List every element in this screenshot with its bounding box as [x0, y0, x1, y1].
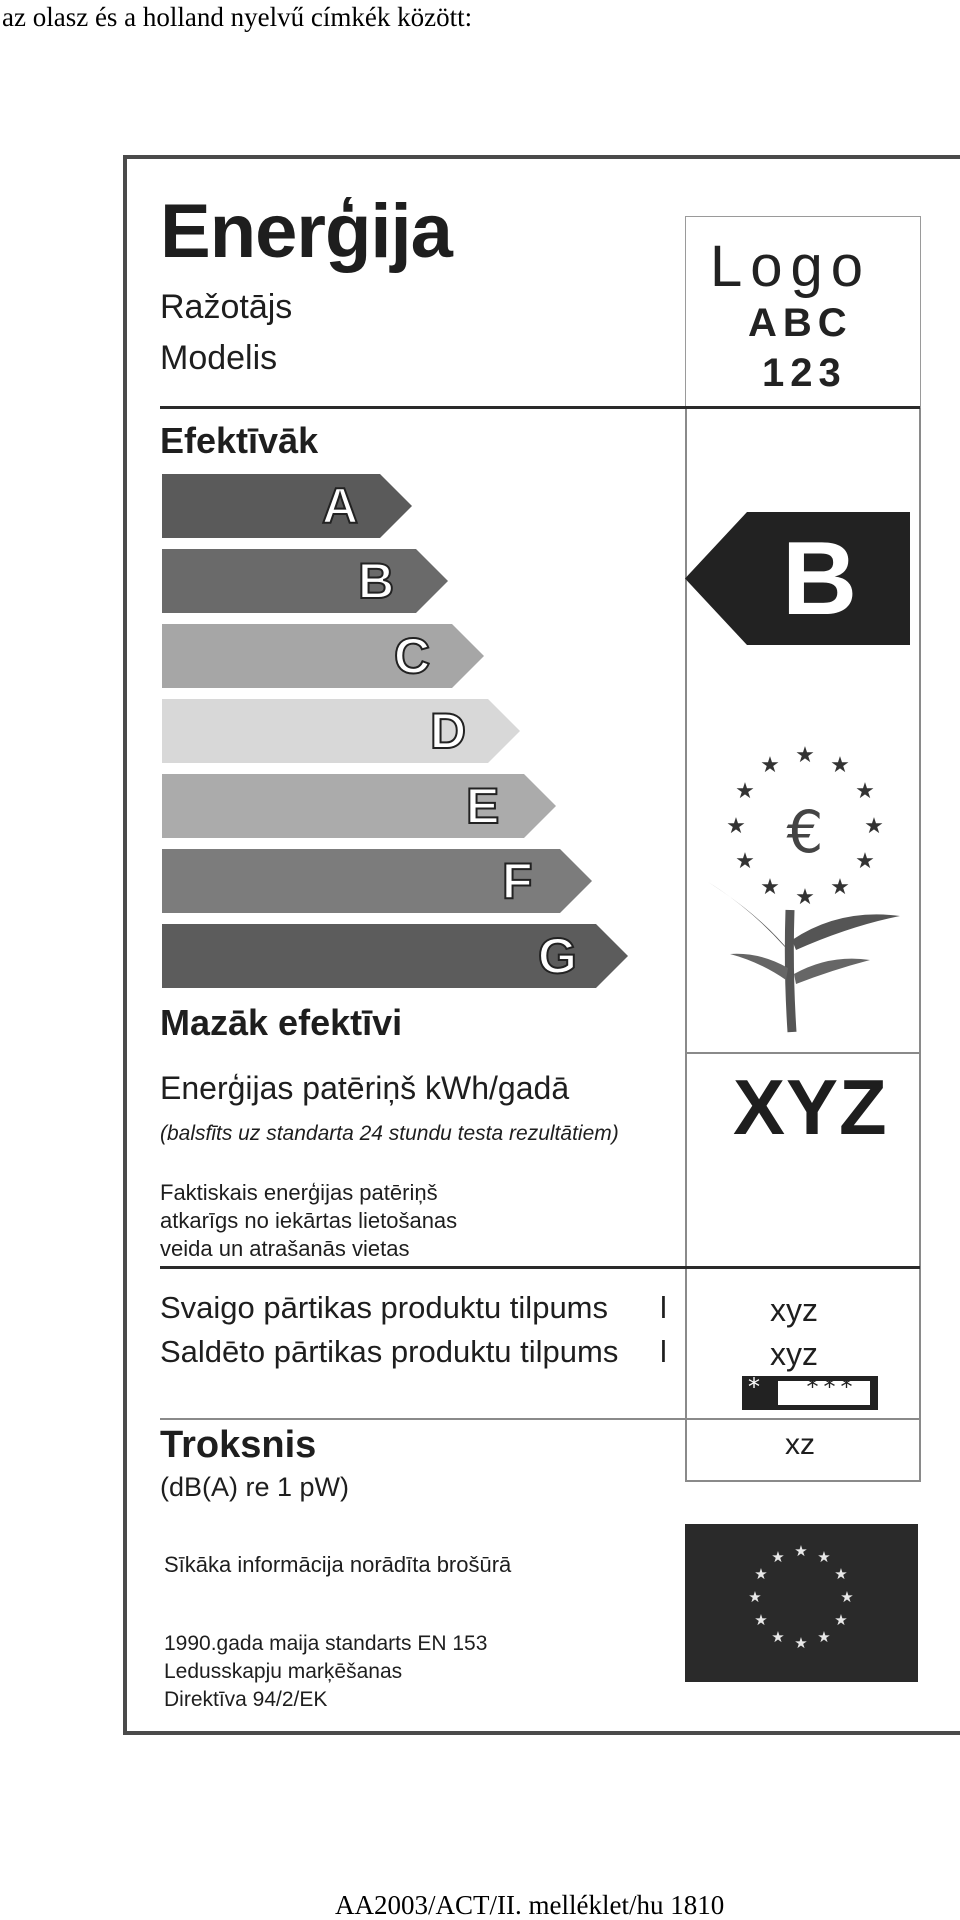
star-rest: ***: [806, 1373, 858, 1401]
svg-text:★: ★: [760, 875, 780, 900]
svg-text:★: ★: [795, 743, 815, 768]
svg-text:★: ★: [855, 849, 875, 874]
class-letter-e: E: [466, 778, 500, 834]
test-note: (balsfīts uz standarta 24 stundu testa rezultātiem): [160, 1122, 619, 1145]
class-arrow-a: [162, 474, 412, 538]
class-arrow-c: [162, 624, 484, 688]
svg-text:★: ★: [754, 1565, 768, 1583]
noise-unit: (dB(A) re 1 pW): [160, 1472, 350, 1502]
page-header: az olasz és a holland nyelvű címkék között:: [2, 2, 473, 32]
class-letter-d: D: [430, 703, 467, 759]
svg-text:€: €: [786, 798, 824, 866]
class-letter-a: A: [322, 478, 359, 534]
manufacturer-label: Ražotājs: [160, 288, 293, 326]
svg-text:★: ★: [817, 1548, 831, 1566]
less-efficient-label: Mazāk efektīvi: [160, 1002, 403, 1043]
svg-text:★: ★: [830, 875, 850, 900]
actual-consumption-line-2: atkarīgs no iekārtas lietošanas: [160, 1208, 458, 1233]
svg-text:★: ★: [834, 1611, 848, 1629]
right-divider-flower: [685, 1052, 921, 1054]
standard-line-3: Direktīva 94/2/EK: [164, 1688, 328, 1711]
consumption-value: XYZ: [733, 1063, 888, 1151]
standard-line-1: 1990.gada maija standarts EN 153: [164, 1632, 488, 1655]
svg-text:★: ★: [771, 1628, 785, 1646]
model-label: Modelis: [160, 339, 278, 377]
efficient-label: Efektīvāk: [160, 420, 319, 461]
svg-text:★: ★: [748, 1588, 762, 1606]
frozen-volume-unit: l: [660, 1334, 667, 1369]
class-arrow-b: [162, 549, 448, 613]
svg-text:★: ★: [840, 1588, 854, 1606]
svg-text:★: ★: [735, 779, 755, 804]
column-divider: [685, 408, 687, 1480]
class-letter-c: C: [394, 628, 431, 684]
right-divider-bottom: [685, 1480, 921, 1482]
logo-word: Logo: [710, 234, 872, 299]
svg-text:★: ★: [754, 1611, 768, 1629]
svg-text:★: ★: [794, 1542, 808, 1560]
frozen-volume-value: xyz: [770, 1336, 818, 1372]
logo-box: [685, 216, 921, 408]
svg-text:★: ★: [830, 753, 850, 778]
right-divider-noise: [685, 1418, 921, 1420]
brochure-note: Sīkāka informācija norādīta brošūrā: [164, 1552, 512, 1577]
svg-text:★: ★: [794, 1634, 808, 1652]
svg-text:★: ★: [771, 1548, 785, 1566]
section-divider-volumes: [160, 1266, 920, 1269]
fresh-volume-unit: l: [660, 1290, 667, 1325]
standard-line-2: Ledusskapju marķēšanas: [164, 1660, 403, 1683]
svg-text:★: ★: [735, 849, 755, 874]
class-letter-g: G: [538, 928, 577, 984]
freezer-star-rating: [742, 1373, 878, 1410]
class-letter-f: F: [502, 853, 533, 909]
page-footer: AA2003/ACT/II. melléklet/hu 1810: [335, 1890, 725, 1920]
class-letter-b: B: [358, 553, 395, 609]
noise-label: Troksnis: [160, 1424, 317, 1466]
fresh-volume-value: xyz: [770, 1292, 818, 1328]
fresh-volume-label: Svaigo pārtikas produktu tilpums: [160, 1290, 609, 1325]
logo-code: 123: [762, 351, 847, 395]
eu-flower-icon: [700, 740, 910, 1040]
label-title: Enerģija: [160, 189, 452, 274]
actual-consumption-line-3: veida un atrašanās vietas: [160, 1236, 410, 1261]
actual-consumption-line-1: Faktiskais enerģijas patēriņš: [160, 1180, 438, 1205]
svg-text:★: ★: [817, 1628, 831, 1646]
svg-text:★: ★: [795, 885, 815, 910]
section-divider-noise: [160, 1418, 686, 1420]
svg-text:★: ★: [726, 814, 746, 839]
svg-text:★: ★: [855, 779, 875, 804]
star-first: *: [748, 1373, 760, 1401]
logo-abc: ABC: [748, 301, 853, 345]
noise-value: xz: [785, 1428, 815, 1461]
class-arrow-d: [162, 699, 520, 763]
svg-text:★: ★: [760, 753, 780, 778]
energy-consumption-label: Enerģijas patēriņš kWh/gadā: [160, 1070, 570, 1106]
frozen-volume-label: Saldēto pārtikas produktu tilpums: [160, 1334, 619, 1369]
rating-letter: B: [782, 521, 858, 637]
svg-text:★: ★: [834, 1565, 848, 1583]
svg-text:★: ★: [864, 814, 884, 839]
section-divider: [160, 406, 920, 409]
eu-flag-icon: [685, 1524, 918, 1682]
column-divider-right: [919, 408, 921, 1480]
